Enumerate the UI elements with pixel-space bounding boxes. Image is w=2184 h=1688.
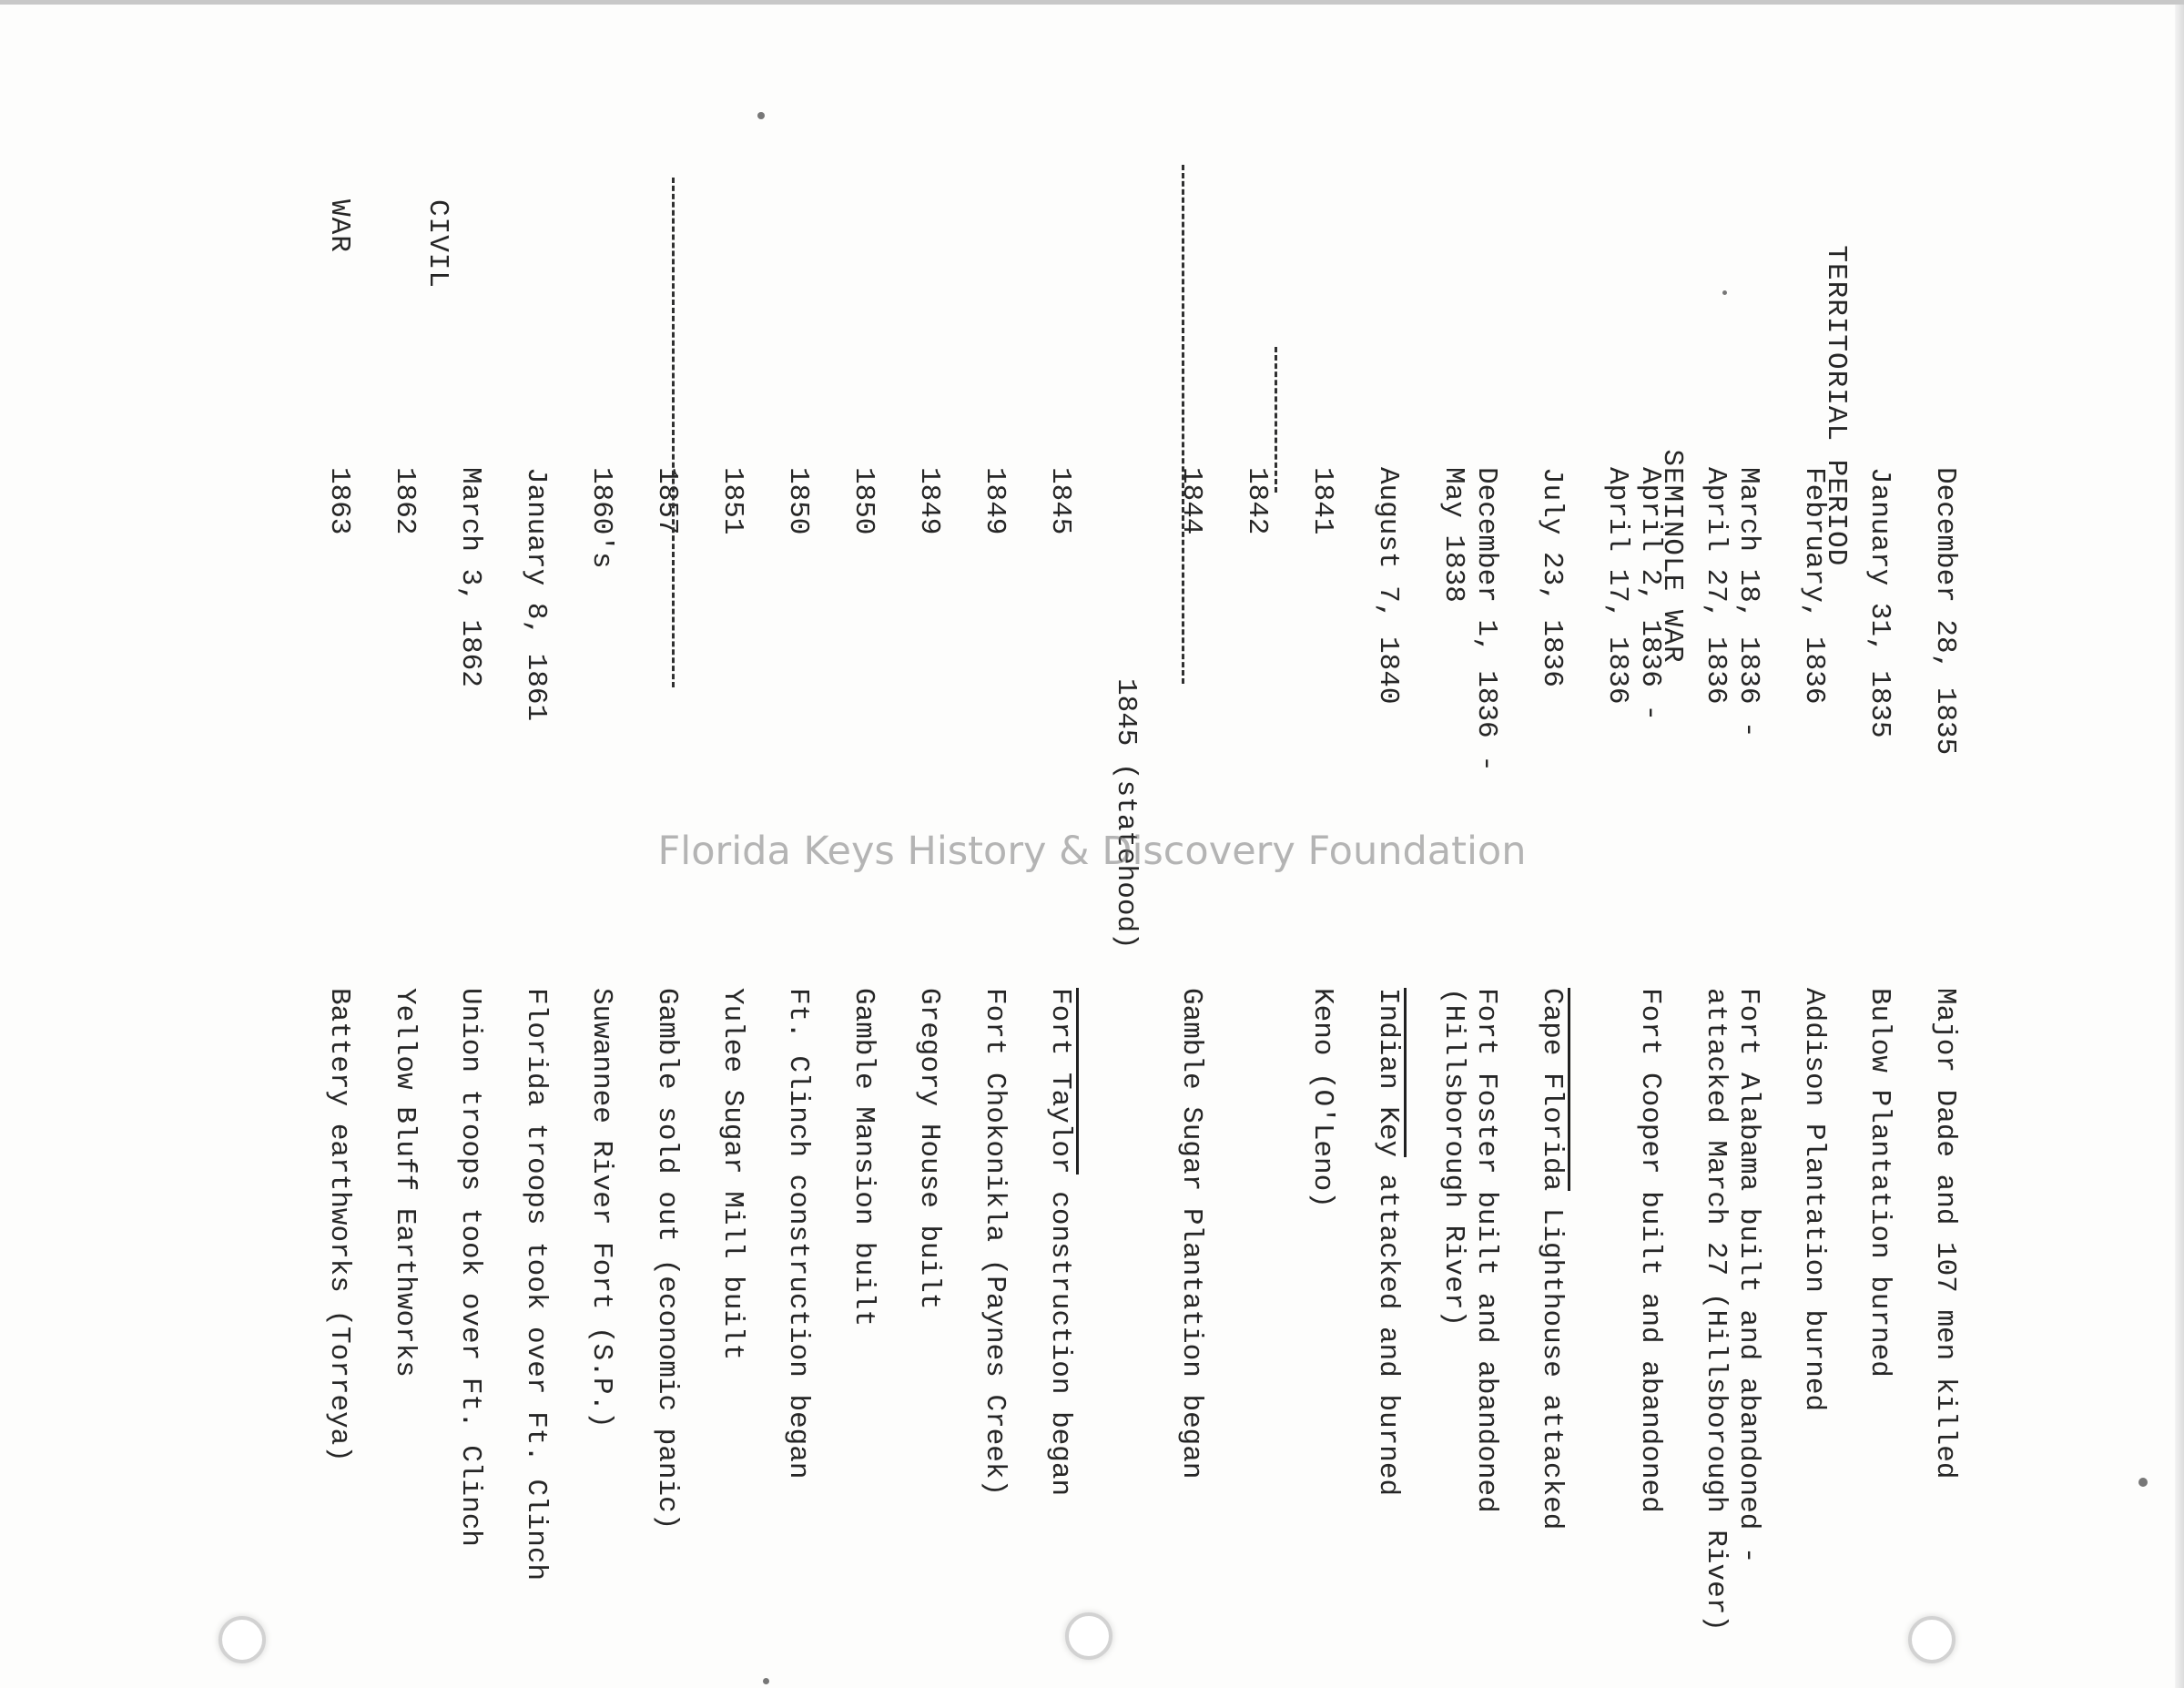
date-row: March 3, 1862 — [454, 467, 486, 687]
event-row: Union troops took over Ft. Clinch — [454, 988, 486, 1547]
date-row: 1850 — [848, 467, 879, 535]
date-row: July 23, 1836 — [1536, 467, 1568, 687]
paper-speck — [2138, 1478, 2148, 1487]
underlined-place: Cape Florida — [1536, 988, 1570, 1191]
paper-speck — [1722, 290, 1727, 295]
event-row: Gamble sold out (economic panic) — [651, 988, 683, 1530]
date-row: 1851 — [716, 467, 748, 535]
date-row: 1844 — [1175, 467, 1207, 535]
date-row: 1845 — [1044, 467, 1076, 535]
event-row: Fort Taylor construction began — [1043, 988, 1076, 1632]
date-row: 1849 — [913, 467, 945, 535]
event-row: attacked March 27 (Hillsborough River) — [1700, 988, 1732, 1632]
event-row: Gregory House built — [913, 988, 945, 1310]
date-row: August 7, 1840 — [1372, 467, 1404, 705]
underlined-place: Fort Taylor — [1044, 988, 1079, 1174]
date-row: May 1838 — [1437, 467, 1469, 603]
heading-territorial-period: TERRITORIAL PERIOD — [1820, 245, 1852, 567]
event-row: Suwannee River Fort (S.P.) — [585, 988, 617, 1429]
date-row: 1863 — [323, 467, 355, 535]
date-row-statehood: 1845 (statehood) — [1110, 678, 1142, 950]
event-column — [257, 988, 1994, 1632]
event-row: Cape Florida Lighthouse attacked — [1535, 988, 1568, 1632]
date-row: 1841 — [1306, 467, 1338, 535]
heading-seminole-war: SEMINOLE WAR — [1656, 449, 1688, 664]
date-row: April 2, 1836 - — [1634, 467, 1666, 722]
period-separator — [1182, 165, 1184, 684]
period-separator — [1275, 347, 1277, 493]
event-row: Gamble Mansion built — [848, 988, 879, 1327]
watermark: Florida Keys History & Discovery Foundation — [657, 829, 1527, 874]
event-row: Florida troops took over Ft. Clinch — [520, 988, 552, 1581]
date-row: 1862 — [389, 467, 421, 535]
date-row: April 17, 1836 — [1601, 467, 1633, 705]
paper-speck — [763, 1678, 769, 1684]
event-row: Fort Chokonikla (Paynes Creek) — [979, 988, 1011, 1497]
paper-speck — [757, 112, 765, 119]
period-separator — [672, 178, 675, 687]
event-row: Fort Cooper built and abandoned — [1634, 988, 1666, 1513]
event-row: (Hillsborough River) — [1437, 988, 1469, 1327]
event-row: Yulee Sugar Mill built — [716, 988, 748, 1361]
date-row: December 28, 1835 — [1929, 467, 1961, 756]
event-row: Addison Plantation burned — [1798, 988, 1830, 1412]
date-row: December 1, 1836 - — [1470, 467, 1502, 772]
date-row: February, 1836 — [1798, 467, 1830, 705]
date-row: January 31, 1835 — [1864, 467, 1895, 738]
date-row: January 8, 1861 — [520, 467, 552, 722]
event-row: Bulow Plantation burned — [1864, 988, 1895, 1378]
date-row: March 18, 1836 - — [1732, 467, 1764, 738]
event-row: Ft. Clinch construction began — [782, 988, 814, 1480]
event-row: Major Dade and 107 men killed — [1929, 988, 1961, 1480]
event-row: Keno (O'Leno) — [1306, 988, 1338, 1208]
event-row: Fort Foster built and abandoned — [1470, 988, 1502, 1513]
event-row: Yellow Bluff Earthworks — [389, 988, 421, 1378]
date-row: 1857 — [651, 467, 683, 535]
event-row: Fort Alabama built and abandoned - — [1732, 988, 1764, 1564]
date-row: 1842 — [1241, 467, 1273, 535]
underlined-place: Indian Key — [1372, 988, 1407, 1157]
event-row: Indian Key attacked and burned — [1371, 988, 1404, 1632]
event-row: Battery earthworks (Torreya) — [323, 988, 355, 1462]
date-row: 1850 — [782, 467, 814, 535]
event-row: Gamble Sugar Plantation began — [1175, 988, 1207, 1480]
heading-civil-war: CIVIL WAR — [323, 199, 453, 290]
date-row: 1860's — [585, 467, 617, 569]
date-row: 1849 — [979, 467, 1011, 535]
date-column — [257, 467, 1994, 950]
date-row: April 27, 1836 — [1700, 467, 1732, 705]
